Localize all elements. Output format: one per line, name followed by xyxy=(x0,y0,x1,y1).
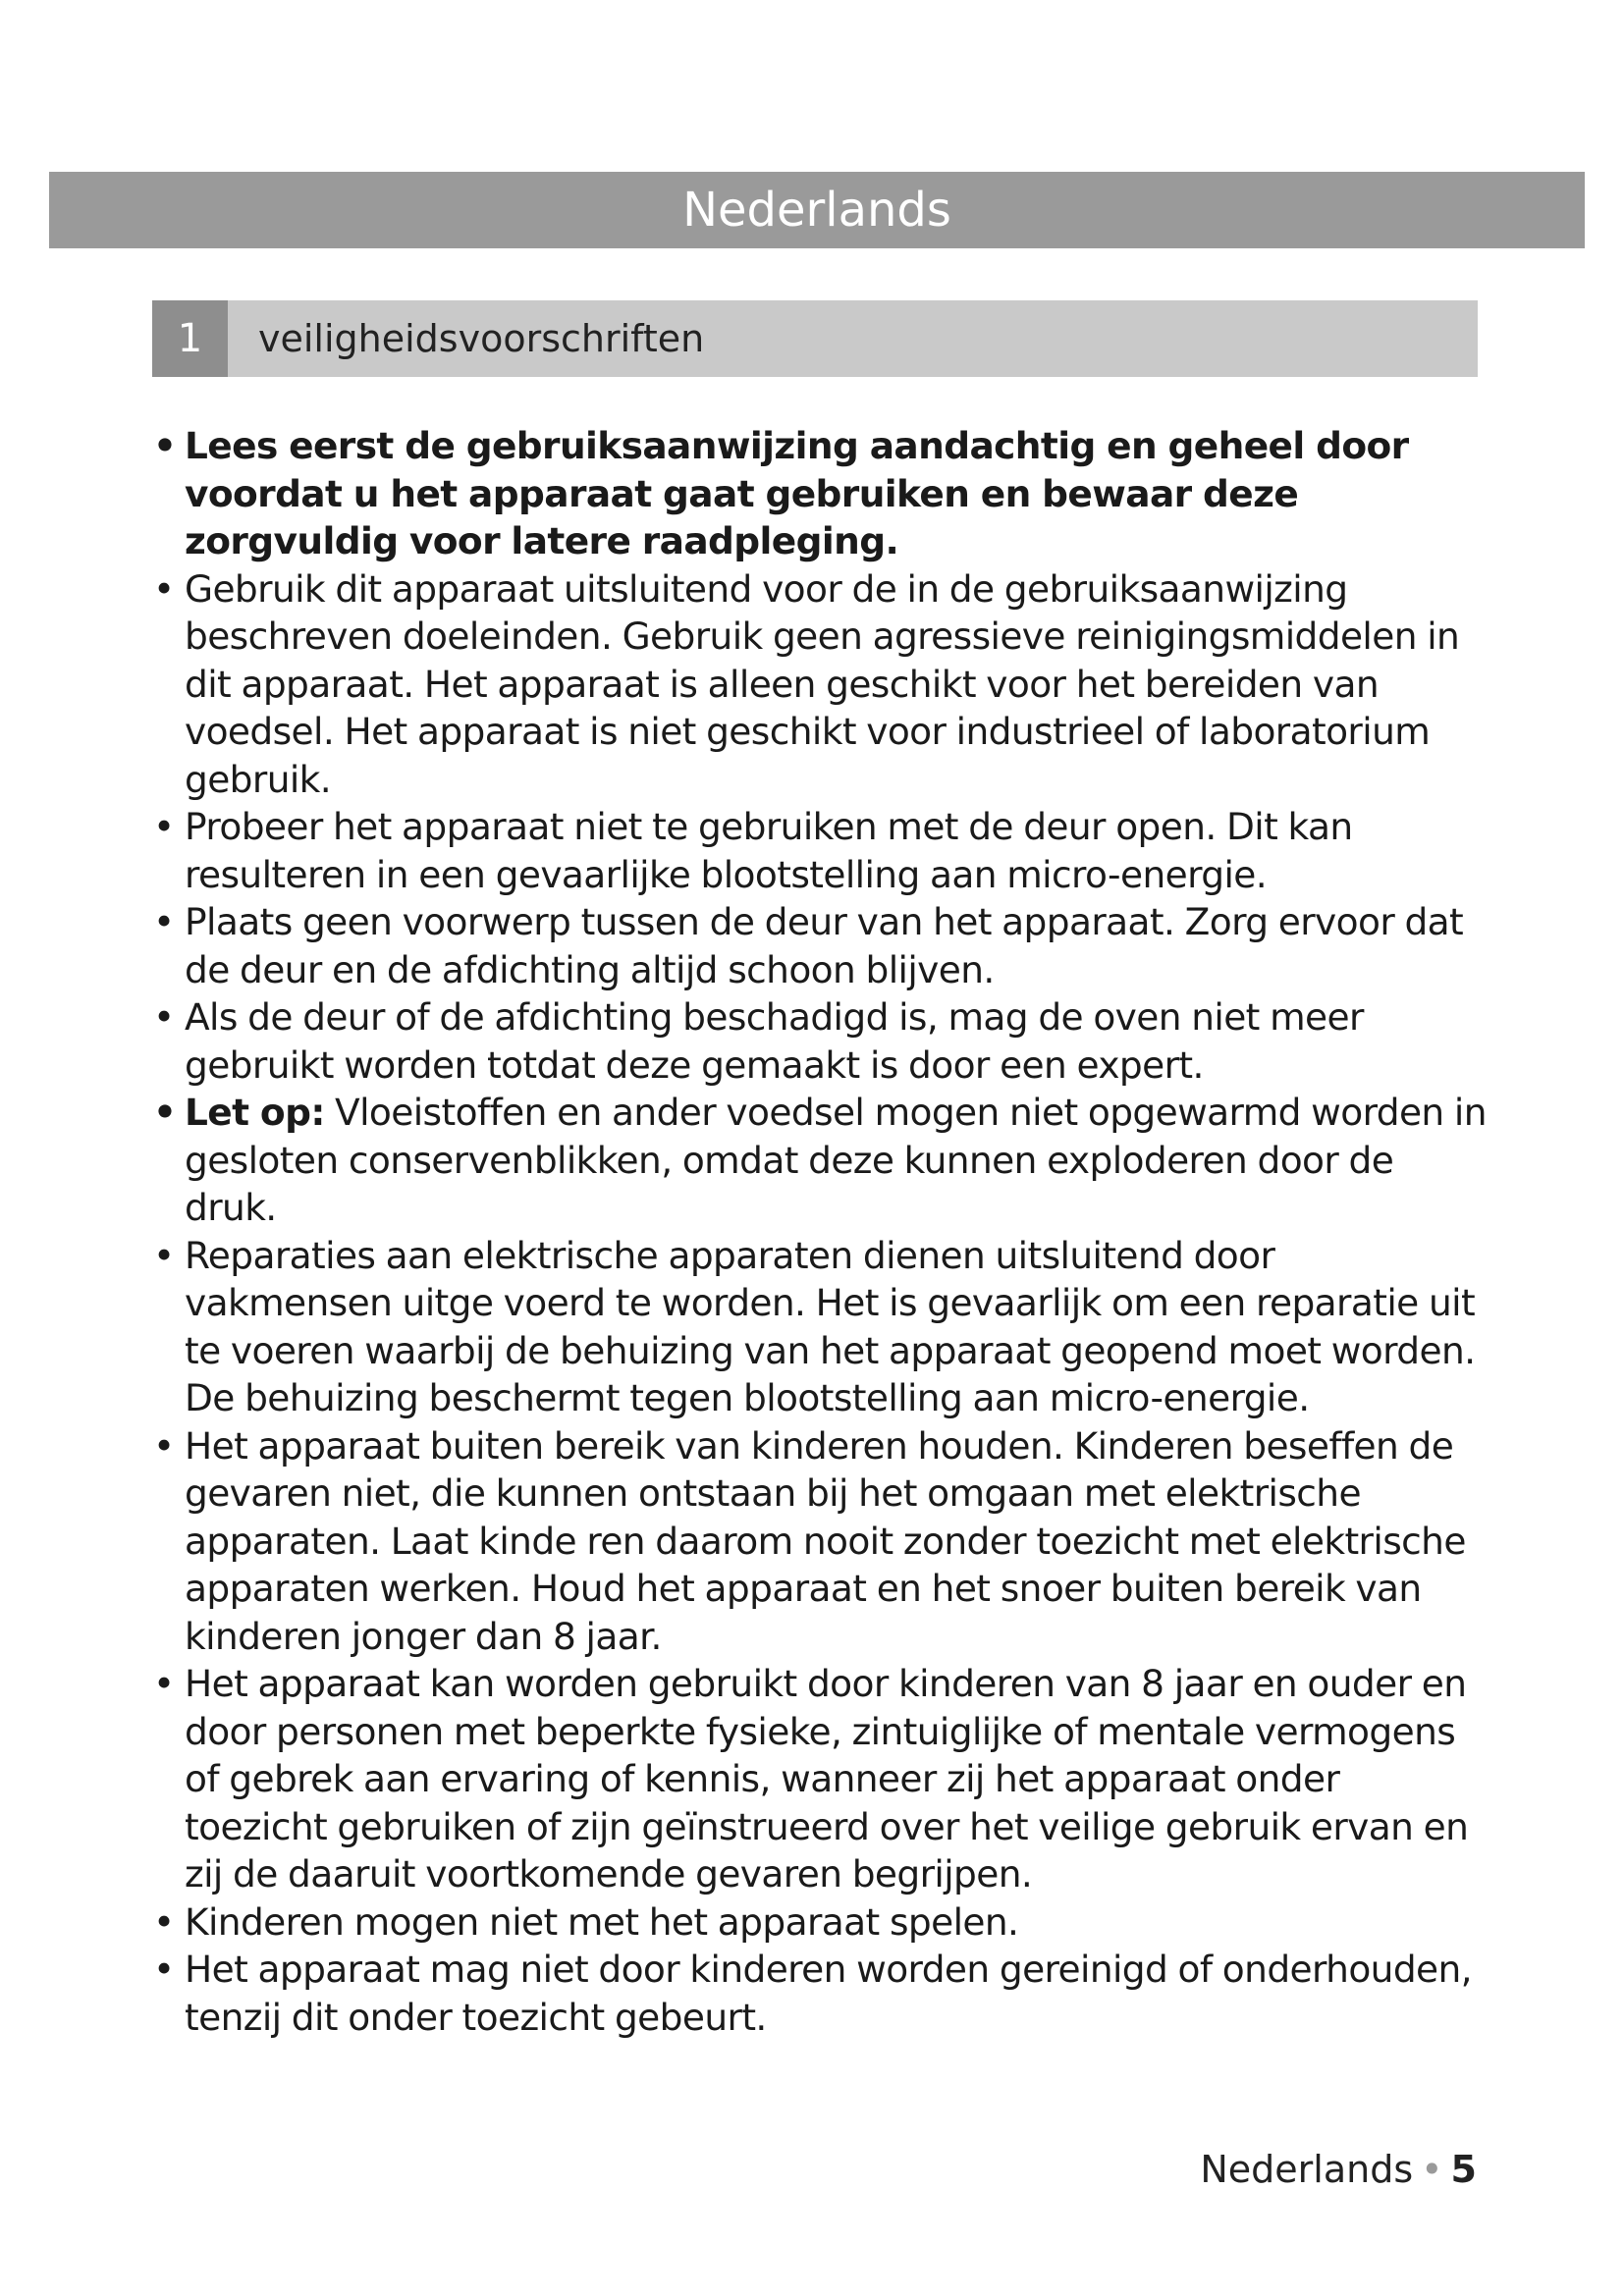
bullet-icon: • xyxy=(153,424,177,467)
list-item xyxy=(152,422,1488,565)
list-item xyxy=(152,1089,1488,1232)
language-banner-title: Nederlands xyxy=(682,183,951,238)
list-item-text: Het apparaat kan worden gebruikt door kinderen van 8 jaar en ouder en door personen met beperkte fysieke, zintuiglijke of mentale vermogens of gebrek aan ervaring of kennis, wanneer zij het apparaat onder toezicht gebruiken of zijn geïnstrueerd over het veilige gebruik ervan en zij de daaruit voortkomende gevaren begrijpen. xyxy=(185,1662,1469,1896)
safety-instructions-list xyxy=(152,422,1488,2041)
bullet-icon: • xyxy=(153,1423,175,1468)
list-item xyxy=(152,565,1488,804)
list-item xyxy=(152,1422,1488,1661)
footer-language: Nederlands xyxy=(1200,2148,1414,2191)
bullet-icon: • xyxy=(153,1233,175,1277)
list-item-text: Lees eerst de gebruiksaanwijzing aandachtig en geheel door voordat u het apparaat gaat gebruiken en bewaar deze zorgvuldig voor latere raadpleging. xyxy=(185,424,1409,562)
bullet-icon: • xyxy=(153,995,175,1039)
footer-separator-icon: • xyxy=(1421,2148,1443,2191)
list-item xyxy=(152,1898,1488,1947)
bullet-icon: • xyxy=(153,805,175,848)
list-item xyxy=(152,898,1488,993)
list-item xyxy=(152,1232,1488,1422)
list-item-text: Gebruik dit apparaat uitsluitend voor de in de gebruiksaanwijzing beschreven doeleinden. Gebruik geen agressieve reinigingsmiddelen in dit apparaat. Het apparaat is alleen geschikt voor het bereiden van voedsel. Het apparaat is niet geschikt voor industrieel of laboratorium gebruik. xyxy=(185,566,1460,801)
section-title: veiligheidsvoorschriften xyxy=(258,317,705,360)
section-heading xyxy=(152,300,1478,377)
list-item-text: Plaats geen voorwerp tussen de deur van het apparaat. Zorg ervoor dat de deur en de afdichting altijd schoon blijven. xyxy=(185,900,1464,991)
bullet-icon: • xyxy=(153,566,175,611)
bullet-icon: • xyxy=(153,900,175,943)
list-item xyxy=(152,1660,1488,1898)
page-footer xyxy=(1200,2145,1477,2194)
list-item-text: Als de deur of de afdichting beschadigd is, mag de oven niet meer gebruikt worden totdat deze gemaakt is door een expert. xyxy=(185,995,1364,1087)
list-item xyxy=(152,993,1488,1089)
list-item-text: Het apparaat mag niet door kinderen worden gereinigd of onderhouden, tenzij dit onder toezicht gebeurt. xyxy=(185,1948,1472,2039)
language-banner xyxy=(49,172,1585,248)
list-item-lead: Let op: xyxy=(185,1091,325,1134)
list-item-text: Reparaties aan elektrische apparaten dienen uitsluitend door vakmensen uitge voerd te worden. Het is gevaarlijk om een reparatie uit te voeren waarbij de behuizing van het apparaat geopend moet worden. De behuizing beschermt tegen blootstelling aan micro-energie. xyxy=(185,1233,1476,1419)
list-item-text: Het apparaat buiten bereik van kinderen houden. Kinderen beseffen de gevaren niet, die kunnen ontstaan bij het omgaan met elektrische apparaten. Laat kinde ren daarom nooit zonder toezicht met elektrische apparaten werken. Houd het apparaat en het snoer buiten bereik van kinderen jonger dan 8 jaar. xyxy=(185,1423,1466,1658)
bullet-icon: • xyxy=(153,1948,175,1991)
list-item-text: Kinderen mogen niet met het apparaat spelen. xyxy=(185,1899,1019,1944)
bullet-icon: • xyxy=(153,1091,177,1134)
list-item-text: Probeer het apparaat niet te gebruiken met de deur open. Dit kan resulteren in een gevaarlijke blootstelling aan micro-energie. xyxy=(185,805,1353,896)
list-item-text: Vloeistoffen en ander voedsel mogen niet opgewarmd worden in gesloten conservenblikken, omdat deze kunnen exploderen door de druk. xyxy=(185,1091,1487,1229)
section-number: 1 xyxy=(152,300,228,377)
list-item xyxy=(152,1946,1488,2041)
list-item xyxy=(152,803,1488,898)
page-number: 5 xyxy=(1450,2148,1477,2191)
bullet-icon: • xyxy=(153,1899,175,1944)
bullet-icon: • xyxy=(153,1662,175,1705)
